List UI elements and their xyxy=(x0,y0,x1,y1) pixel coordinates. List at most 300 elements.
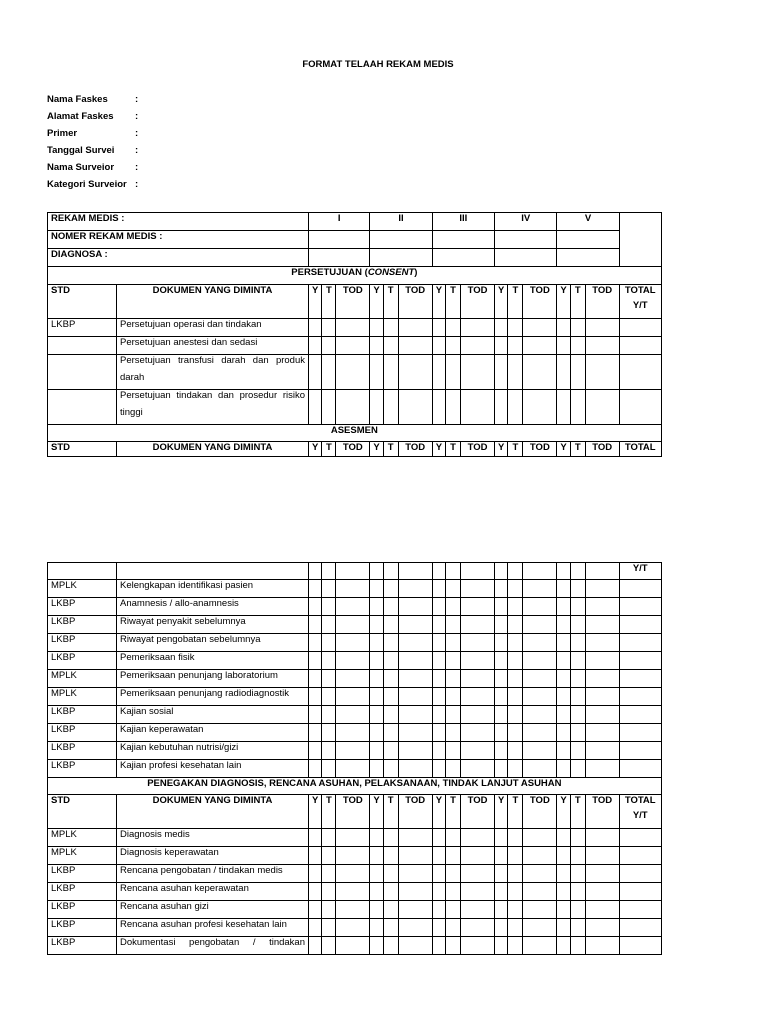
check-cell[interactable] xyxy=(336,390,370,425)
check-cell[interactable] xyxy=(309,688,322,706)
check-cell[interactable] xyxy=(446,829,461,847)
check-cell[interactable] xyxy=(570,688,585,706)
check-cell[interactable] xyxy=(619,616,661,634)
check-cell[interactable] xyxy=(309,847,322,865)
check-cell[interactable] xyxy=(336,919,370,937)
check-cell[interactable] xyxy=(383,919,398,937)
check-cell[interactable] xyxy=(432,652,445,670)
check-cell[interactable] xyxy=(398,847,432,865)
check-cell[interactable] xyxy=(570,724,585,742)
check-cell[interactable] xyxy=(557,652,570,670)
check-cell[interactable] xyxy=(523,847,557,865)
check-cell[interactable] xyxy=(322,634,336,652)
check-cell[interactable] xyxy=(495,652,508,670)
check-cell[interactable] xyxy=(322,919,336,937)
check-cell[interactable] xyxy=(508,355,523,390)
check-cell[interactable] xyxy=(370,847,383,865)
check-cell[interactable] xyxy=(336,901,370,919)
check-cell[interactable] xyxy=(461,634,495,652)
check-cell[interactable] xyxy=(383,598,398,616)
check-cell[interactable] xyxy=(336,937,370,955)
check-cell[interactable] xyxy=(508,688,523,706)
check-cell[interactable] xyxy=(336,883,370,901)
check-cell[interactable] xyxy=(495,919,508,937)
check-cell[interactable] xyxy=(398,724,432,742)
check-cell[interactable] xyxy=(461,563,495,580)
record-header-cell[interactable] xyxy=(432,231,494,249)
check-cell[interactable] xyxy=(446,688,461,706)
check-cell[interactable] xyxy=(336,337,370,355)
check-cell[interactable] xyxy=(383,706,398,724)
check-cell[interactable] xyxy=(570,706,585,724)
check-cell[interactable] xyxy=(432,563,445,580)
check-cell[interactable] xyxy=(336,652,370,670)
info-field-colon[interactable]: : xyxy=(135,179,139,190)
check-cell[interactable] xyxy=(309,829,322,847)
check-cell[interactable] xyxy=(370,742,383,760)
check-cell[interactable] xyxy=(523,598,557,616)
check-cell[interactable] xyxy=(570,652,585,670)
check-cell[interactable] xyxy=(383,337,398,355)
check-cell[interactable] xyxy=(370,706,383,724)
check-cell[interactable] xyxy=(557,760,570,778)
check-cell[interactable] xyxy=(398,760,432,778)
check-cell[interactable] xyxy=(508,390,523,425)
check-cell[interactable] xyxy=(383,563,398,580)
check-cell[interactable] xyxy=(446,337,461,355)
check-cell[interactable] xyxy=(619,319,661,337)
check-cell[interactable] xyxy=(322,937,336,955)
check-cell[interactable] xyxy=(398,390,432,425)
check-cell[interactable] xyxy=(322,616,336,634)
check-cell[interactable] xyxy=(48,563,117,580)
check-cell[interactable] xyxy=(383,634,398,652)
info-field-colon[interactable]: : xyxy=(135,162,139,173)
check-cell[interactable] xyxy=(461,580,495,598)
check-cell[interactable] xyxy=(557,355,570,390)
check-cell[interactable] xyxy=(309,901,322,919)
check-cell[interactable] xyxy=(309,355,322,390)
check-cell[interactable] xyxy=(309,937,322,955)
check-cell[interactable] xyxy=(557,580,570,598)
check-cell[interactable] xyxy=(383,865,398,883)
check-cell[interactable] xyxy=(370,390,383,425)
record-header-cell[interactable] xyxy=(309,231,370,249)
record-header-cell[interactable] xyxy=(309,249,370,267)
check-cell[interactable] xyxy=(370,670,383,688)
check-cell[interactable] xyxy=(336,847,370,865)
check-cell[interactable] xyxy=(370,634,383,652)
check-cell[interactable] xyxy=(322,847,336,865)
check-cell[interactable] xyxy=(383,901,398,919)
check-cell[interactable] xyxy=(585,883,619,901)
check-cell[interactable] xyxy=(309,563,322,580)
check-cell[interactable] xyxy=(495,865,508,883)
check-cell[interactable] xyxy=(383,616,398,634)
check-cell[interactable] xyxy=(461,706,495,724)
check-cell[interactable] xyxy=(432,616,445,634)
check-cell[interactable] xyxy=(446,634,461,652)
check-cell[interactable] xyxy=(398,937,432,955)
check-cell[interactable] xyxy=(495,883,508,901)
check-cell[interactable] xyxy=(322,706,336,724)
check-cell[interactable] xyxy=(370,760,383,778)
check-cell[interactable] xyxy=(336,616,370,634)
check-cell[interactable] xyxy=(508,598,523,616)
check-cell[interactable] xyxy=(461,319,495,337)
check-cell[interactable] xyxy=(495,616,508,634)
check-cell[interactable] xyxy=(370,688,383,706)
check-cell[interactable] xyxy=(383,652,398,670)
check-cell[interactable] xyxy=(585,337,619,355)
check-cell[interactable] xyxy=(585,563,619,580)
check-cell[interactable] xyxy=(570,937,585,955)
check-cell[interactable] xyxy=(370,865,383,883)
check-cell[interactable] xyxy=(432,319,445,337)
check-cell[interactable] xyxy=(383,670,398,688)
check-cell[interactable] xyxy=(432,688,445,706)
check-cell[interactable] xyxy=(398,319,432,337)
check-cell[interactable] xyxy=(446,390,461,425)
check-cell[interactable] xyxy=(570,598,585,616)
check-cell[interactable] xyxy=(570,337,585,355)
check-cell[interactable] xyxy=(495,829,508,847)
check-cell[interactable] xyxy=(508,670,523,688)
check-cell[interactable] xyxy=(557,634,570,652)
check-cell[interactable] xyxy=(398,706,432,724)
check-cell[interactable] xyxy=(446,706,461,724)
check-cell[interactable] xyxy=(570,760,585,778)
check-cell[interactable] xyxy=(570,901,585,919)
check-cell[interactable] xyxy=(523,742,557,760)
check-cell[interactable] xyxy=(508,616,523,634)
check-cell[interactable] xyxy=(619,883,661,901)
check-cell[interactable] xyxy=(446,319,461,337)
check-cell[interactable] xyxy=(398,652,432,670)
check-cell[interactable] xyxy=(336,724,370,742)
check-cell[interactable] xyxy=(570,847,585,865)
check-cell[interactable] xyxy=(446,937,461,955)
check-cell[interactable] xyxy=(370,580,383,598)
check-cell[interactable] xyxy=(585,355,619,390)
check-cell[interactable] xyxy=(370,652,383,670)
check-cell[interactable] xyxy=(336,688,370,706)
check-cell[interactable] xyxy=(446,724,461,742)
check-cell[interactable] xyxy=(461,829,495,847)
check-cell[interactable] xyxy=(461,670,495,688)
check-cell[interactable] xyxy=(398,901,432,919)
check-cell[interactable] xyxy=(619,706,661,724)
check-cell[interactable] xyxy=(322,742,336,760)
check-cell[interactable] xyxy=(495,563,508,580)
check-cell[interactable] xyxy=(309,865,322,883)
check-cell[interactable] xyxy=(523,688,557,706)
check-cell[interactable] xyxy=(495,724,508,742)
check-cell[interactable] xyxy=(322,670,336,688)
check-cell[interactable] xyxy=(370,937,383,955)
check-cell[interactable] xyxy=(619,390,661,425)
check-cell[interactable] xyxy=(461,742,495,760)
check-cell[interactable] xyxy=(619,901,661,919)
check-cell[interactable] xyxy=(570,919,585,937)
check-cell[interactable] xyxy=(370,883,383,901)
check-cell[interactable] xyxy=(495,598,508,616)
check-cell[interactable] xyxy=(336,319,370,337)
check-cell[interactable] xyxy=(322,337,336,355)
check-cell[interactable] xyxy=(383,580,398,598)
check-cell[interactable] xyxy=(398,563,432,580)
check-cell[interactable] xyxy=(322,760,336,778)
check-cell[interactable] xyxy=(523,706,557,724)
check-cell[interactable] xyxy=(432,670,445,688)
check-cell[interactable] xyxy=(495,337,508,355)
check-cell[interactable] xyxy=(557,919,570,937)
record-header-cell[interactable] xyxy=(495,249,557,267)
check-cell[interactable] xyxy=(619,919,661,937)
check-cell[interactable] xyxy=(322,598,336,616)
check-cell[interactable] xyxy=(398,616,432,634)
check-cell[interactable] xyxy=(309,883,322,901)
check-cell[interactable] xyxy=(585,616,619,634)
check-cell[interactable] xyxy=(508,829,523,847)
check-cell[interactable] xyxy=(461,598,495,616)
check-cell[interactable] xyxy=(370,829,383,847)
check-cell[interactable] xyxy=(432,760,445,778)
check-cell[interactable] xyxy=(432,706,445,724)
check-cell[interactable] xyxy=(383,390,398,425)
check-cell[interactable] xyxy=(557,616,570,634)
check-cell[interactable] xyxy=(309,337,322,355)
check-cell[interactable] xyxy=(322,688,336,706)
check-cell[interactable] xyxy=(432,865,445,883)
record-header-cell[interactable] xyxy=(432,249,494,267)
info-field-colon[interactable]: : xyxy=(135,94,139,105)
check-cell[interactable] xyxy=(570,883,585,901)
check-cell[interactable] xyxy=(398,829,432,847)
check-cell[interactable] xyxy=(336,355,370,390)
check-cell[interactable] xyxy=(446,919,461,937)
check-cell[interactable] xyxy=(398,598,432,616)
check-cell[interactable] xyxy=(570,563,585,580)
check-cell[interactable] xyxy=(383,688,398,706)
check-cell[interactable] xyxy=(585,390,619,425)
check-cell[interactable] xyxy=(446,901,461,919)
check-cell[interactable] xyxy=(508,580,523,598)
check-cell[interactable] xyxy=(370,563,383,580)
check-cell[interactable] xyxy=(619,937,661,955)
check-cell[interactable] xyxy=(309,319,322,337)
check-cell[interactable] xyxy=(309,652,322,670)
check-cell[interactable] xyxy=(398,337,432,355)
check-cell[interactable] xyxy=(557,706,570,724)
check-cell[interactable] xyxy=(523,580,557,598)
info-field-colon[interactable]: : xyxy=(135,128,139,139)
check-cell[interactable] xyxy=(619,580,661,598)
check-cell[interactable] xyxy=(619,742,661,760)
check-cell[interactable] xyxy=(461,901,495,919)
check-cell[interactable] xyxy=(322,652,336,670)
check-cell[interactable] xyxy=(585,634,619,652)
check-cell[interactable] xyxy=(370,355,383,390)
check-cell[interactable] xyxy=(523,616,557,634)
check-cell[interactable] xyxy=(585,865,619,883)
check-cell[interactable] xyxy=(585,319,619,337)
check-cell[interactable] xyxy=(432,901,445,919)
info-field-colon[interactable]: : xyxy=(135,111,139,122)
check-cell[interactable] xyxy=(398,580,432,598)
check-cell[interactable] xyxy=(557,847,570,865)
check-cell[interactable] xyxy=(432,580,445,598)
check-cell[interactable] xyxy=(523,901,557,919)
check-cell[interactable] xyxy=(585,901,619,919)
check-cell[interactable] xyxy=(557,901,570,919)
check-cell[interactable] xyxy=(432,724,445,742)
check-cell[interactable] xyxy=(336,598,370,616)
check-cell[interactable] xyxy=(523,652,557,670)
check-cell[interactable] xyxy=(495,580,508,598)
check-cell[interactable] xyxy=(570,319,585,337)
check-cell[interactable] xyxy=(523,829,557,847)
check-cell[interactable] xyxy=(495,901,508,919)
check-cell[interactable] xyxy=(495,688,508,706)
check-cell[interactable] xyxy=(309,919,322,937)
check-cell[interactable] xyxy=(398,919,432,937)
check-cell[interactable] xyxy=(585,742,619,760)
check-cell[interactable] xyxy=(336,706,370,724)
check-cell[interactable] xyxy=(336,760,370,778)
check-cell[interactable] xyxy=(432,829,445,847)
check-cell[interactable] xyxy=(570,616,585,634)
check-cell[interactable] xyxy=(309,616,322,634)
check-cell[interactable] xyxy=(461,390,495,425)
check-cell[interactable] xyxy=(336,742,370,760)
check-cell[interactable] xyxy=(508,901,523,919)
check-cell[interactable] xyxy=(398,883,432,901)
check-cell[interactable] xyxy=(336,563,370,580)
check-cell[interactable] xyxy=(446,865,461,883)
check-cell[interactable] xyxy=(557,598,570,616)
check-cell[interactable] xyxy=(557,937,570,955)
check-cell[interactable] xyxy=(370,616,383,634)
check-cell[interactable] xyxy=(322,865,336,883)
check-cell[interactable] xyxy=(383,742,398,760)
check-cell[interactable] xyxy=(619,355,661,390)
check-cell[interactable] xyxy=(508,919,523,937)
check-cell[interactable] xyxy=(495,390,508,425)
check-cell[interactable] xyxy=(322,724,336,742)
check-cell[interactable] xyxy=(619,652,661,670)
check-cell[interactable] xyxy=(523,355,557,390)
check-cell[interactable] xyxy=(585,652,619,670)
check-cell[interactable] xyxy=(570,580,585,598)
check-cell[interactable] xyxy=(508,847,523,865)
check-cell[interactable] xyxy=(432,390,445,425)
check-cell[interactable] xyxy=(557,688,570,706)
check-cell[interactable] xyxy=(619,337,661,355)
check-cell[interactable] xyxy=(508,337,523,355)
check-cell[interactable] xyxy=(495,742,508,760)
check-cell[interactable] xyxy=(432,634,445,652)
check-cell[interactable] xyxy=(495,319,508,337)
check-cell[interactable] xyxy=(523,634,557,652)
check-cell[interactable] xyxy=(370,319,383,337)
record-header-cell[interactable] xyxy=(557,231,619,249)
check-cell[interactable] xyxy=(585,598,619,616)
check-cell[interactable] xyxy=(495,760,508,778)
check-cell[interactable] xyxy=(508,760,523,778)
check-cell[interactable] xyxy=(570,829,585,847)
check-cell[interactable] xyxy=(461,652,495,670)
check-cell[interactable] xyxy=(585,688,619,706)
check-cell[interactable] xyxy=(432,742,445,760)
check-cell[interactable] xyxy=(446,742,461,760)
check-cell[interactable] xyxy=(336,829,370,847)
check-cell[interactable] xyxy=(495,706,508,724)
check-cell[interactable] xyxy=(309,580,322,598)
check-cell[interactable] xyxy=(398,634,432,652)
check-cell[interactable] xyxy=(446,563,461,580)
check-cell[interactable] xyxy=(523,724,557,742)
check-cell[interactable] xyxy=(557,670,570,688)
check-cell[interactable] xyxy=(557,563,570,580)
check-cell[interactable] xyxy=(619,688,661,706)
check-cell[interactable] xyxy=(570,670,585,688)
check-cell[interactable] xyxy=(398,355,432,390)
check-cell[interactable] xyxy=(383,355,398,390)
record-header-cell[interactable] xyxy=(370,249,432,267)
check-cell[interactable] xyxy=(523,670,557,688)
check-cell[interactable] xyxy=(446,652,461,670)
check-cell[interactable] xyxy=(383,319,398,337)
check-cell[interactable] xyxy=(309,724,322,742)
check-cell[interactable] xyxy=(585,760,619,778)
check-cell[interactable] xyxy=(523,563,557,580)
check-cell[interactable] xyxy=(585,847,619,865)
check-cell[interactable] xyxy=(619,634,661,652)
check-cell[interactable] xyxy=(557,390,570,425)
check-cell[interactable] xyxy=(557,829,570,847)
check-cell[interactable] xyxy=(446,580,461,598)
record-header-cell[interactable] xyxy=(557,249,619,267)
check-cell[interactable] xyxy=(336,580,370,598)
check-cell[interactable] xyxy=(523,337,557,355)
check-cell[interactable] xyxy=(309,670,322,688)
check-cell[interactable] xyxy=(309,760,322,778)
check-cell[interactable] xyxy=(619,847,661,865)
check-cell[interactable] xyxy=(370,901,383,919)
check-cell[interactable] xyxy=(570,865,585,883)
check-cell[interactable] xyxy=(432,337,445,355)
check-cell[interactable] xyxy=(495,937,508,955)
check-cell[interactable] xyxy=(398,742,432,760)
check-cell[interactable] xyxy=(557,883,570,901)
check-cell[interactable] xyxy=(461,355,495,390)
info-field-colon[interactable]: : xyxy=(135,145,139,156)
check-cell[interactable] xyxy=(432,847,445,865)
check-cell[interactable] xyxy=(446,883,461,901)
check-cell[interactable] xyxy=(336,865,370,883)
check-cell[interactable] xyxy=(461,865,495,883)
check-cell[interactable] xyxy=(557,865,570,883)
check-cell[interactable] xyxy=(461,883,495,901)
check-cell[interactable] xyxy=(557,319,570,337)
check-cell[interactable] xyxy=(322,563,336,580)
check-cell[interactable] xyxy=(585,829,619,847)
check-cell[interactable] xyxy=(432,919,445,937)
check-cell[interactable] xyxy=(432,598,445,616)
check-cell[interactable] xyxy=(398,688,432,706)
check-cell[interactable] xyxy=(461,688,495,706)
